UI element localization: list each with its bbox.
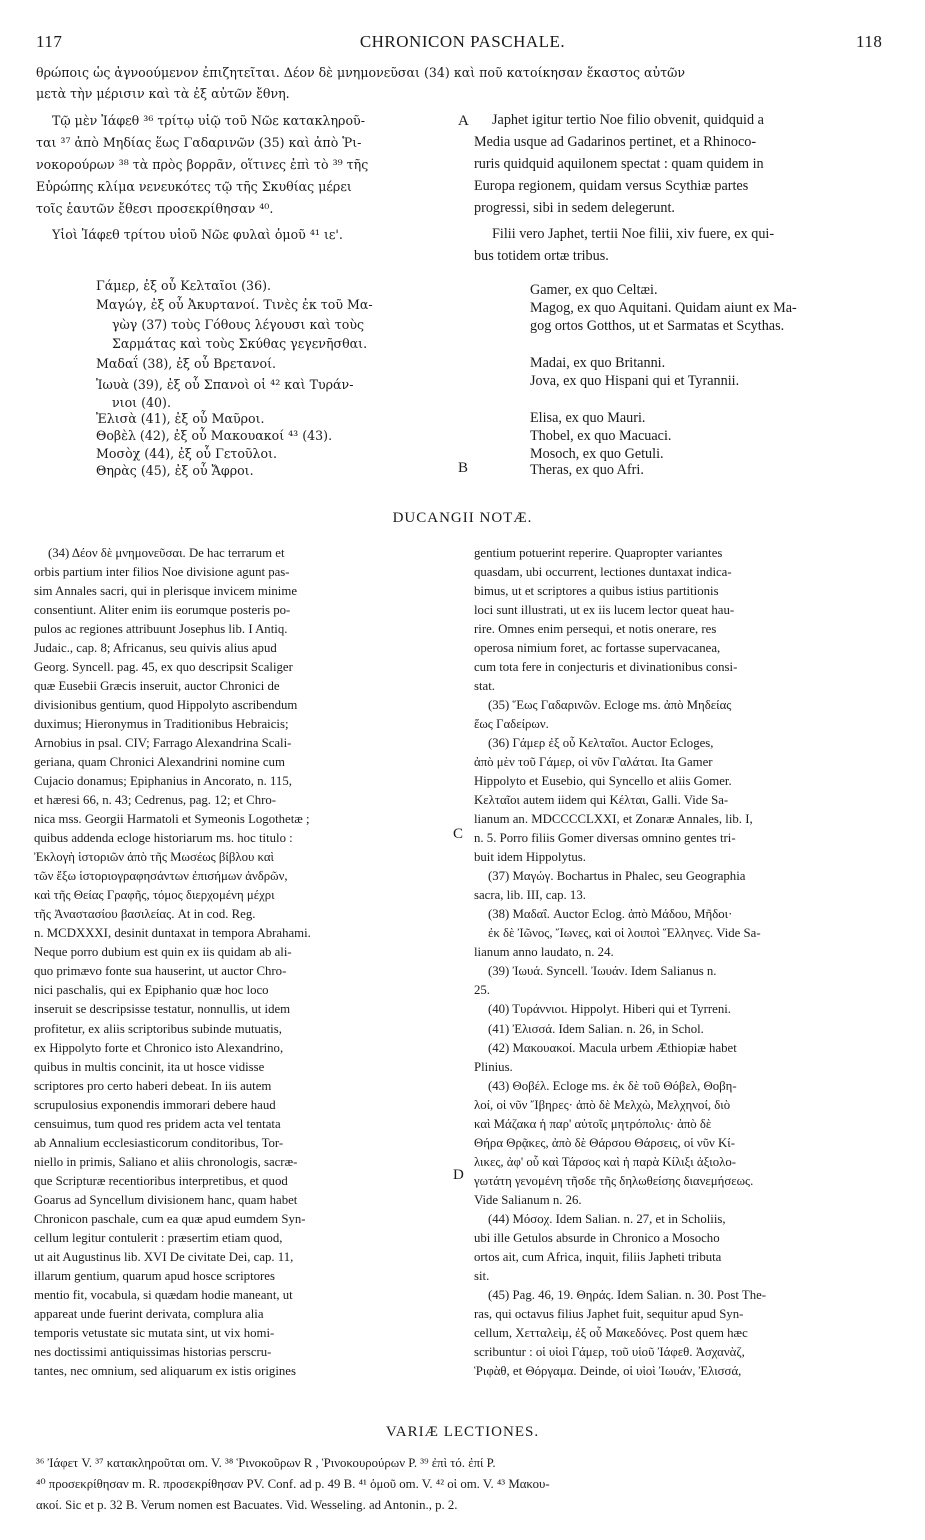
text-line: Judaic., cap. 8; Africanus, seu quivis alius apud bbox=[34, 641, 277, 656]
text-line: loci sunt illustrati, ut ex iis lucem lector queat hau- bbox=[474, 603, 735, 618]
list-item: γὼγ (37) τοὺς Γόθους λέγουσι καὶ τοὺς bbox=[112, 317, 365, 332]
text-line: νοκορούρων ³⁸ τὰ πρὸς βορρᾶν, οἵτινες ἐπὶ τὸ ³⁹ τῆς bbox=[36, 157, 369, 172]
text-line: καὶ Μάζακα ἡ παρ' αὐτοῖς μητρόπολις· ἀπὸ δὲ bbox=[474, 1116, 712, 1131]
text-line: divisionibus gentium, quod Hippolyto ascribendum bbox=[34, 698, 298, 713]
text-line: Plinius. bbox=[474, 1059, 513, 1074]
list-item: Ἐλισὰ (41), ἐξ οὗ Μαῦροι. bbox=[96, 411, 265, 426]
text-line: bus totidem ortæ tribus. bbox=[474, 248, 609, 264]
text-line: illarum gentium, quarum apud hosce scriptores bbox=[34, 1268, 275, 1283]
variae-section-title: VARIÆ LECTIONES. bbox=[385, 1424, 540, 1440]
text-line: Media usque ad Gadarinos pertinet, et a Rhinoco- bbox=[474, 134, 757, 150]
list-item: Θηρὰς (45), ἐξ οὗ Ἄφροι. bbox=[96, 463, 254, 478]
list-item: Elisa, ex quo Mauri. bbox=[530, 410, 646, 426]
text-line: nica mss. Georgii Harmatoli et Symeonis Logothetæ ; bbox=[34, 812, 310, 827]
list-item: Γάμερ, ἐξ οὗ Κελταῖοι (36). bbox=[96, 278, 272, 293]
text-line: (35) Ἕως Γαδαρινῶν. Ecloge ms. ἀπὸ Μηδείας bbox=[488, 698, 732, 713]
text-line: (34) Δέον δὲ μνημονεῦσαι. De hac terrarum et bbox=[48, 546, 285, 560]
text-line: Τῷ μὲν Ἰάφεθ ³⁶ τρίτῳ υἱῷ τοῦ Νῶε κατακληροῦ- bbox=[52, 113, 365, 128]
text-line: Georg. Syncell. pag. 45, ex quo descripsit Scaliger bbox=[34, 660, 293, 675]
page-number-left: 117 bbox=[36, 32, 63, 51]
text-line: ab Annalium ecclesiasticorum conditoribus, Tor- bbox=[34, 1135, 284, 1150]
text-line: ortos ait, cum Africa, inquit, filiis Japheti tributa bbox=[474, 1249, 722, 1264]
text-line: Japhet igitur tertio Noe filio obvenit, quidquid a bbox=[492, 112, 764, 128]
list-item: Jova, ex quo Hispani qui et Tyrannii. bbox=[530, 373, 740, 389]
text-line: γωτάτη γενομένη τῆσδε τῆς δηλωθείσης διανεμήσεως. bbox=[474, 1173, 754, 1188]
text-line: Neque porro dubium est quin ex iis quidam ab ali- bbox=[34, 945, 292, 960]
text-line: lianum anno laudato, n. 24. bbox=[474, 945, 614, 960]
text-line: ⁴⁰ προσεκρίθησαν m. R. προσεκρίθησαν PV. Conf. ad p. 49 B. ⁴¹ ὁμοῦ om. V. ⁴² οἱ om. V. ⁴³ Μακου- bbox=[36, 1477, 550, 1491]
running-title: CHRONICON PASCHALE. bbox=[359, 32, 566, 51]
text-line: θρώποις ὡς ἀγνοούμενον ἐπιζητεῖται. Δέον δὲ μνημονεῦσαι (34) καὶ ποῦ κατοίκησαν ἕκαστος αὐτῶν bbox=[36, 65, 686, 80]
text-line: quibus in multis concinit, ita ut hosce vidisse bbox=[34, 1059, 265, 1074]
text-line: ακοί. Sic et p. 32 B. Verum nomen est Bacuates. Vid. Wesseling. ad Antonin., p. 2. bbox=[36, 1498, 458, 1512]
text-line: Europa regionem, quidam versus Scythiæ partes bbox=[474, 178, 749, 194]
text-line: tantes, nec omnium, sed aliquarum ex istis origines bbox=[34, 1363, 296, 1378]
text-line: progressi, sibi in sedem delegerunt. bbox=[474, 200, 675, 216]
text-line: ³⁶ Ἰάφετ V. ³⁷ κατακληροῦται om. V. ³⁸ Ῥινοκοῦρων R , Ῥινοκουρούρων P. ³⁹ ἐπὶ τό. ἐπί P. bbox=[36, 1456, 496, 1470]
text-line: duximus; Hieronymus in Traditionibus Hebraicis; bbox=[34, 717, 289, 732]
text-line: sit. bbox=[474, 1268, 490, 1283]
text-line: Cujacio donamus; Epiphanius in Ancorato, n. 115, bbox=[34, 774, 292, 789]
list-item: Madai, ex quo Britanni. bbox=[530, 355, 666, 371]
text-line: nici paschalis, qui ex Epiphanio quæ hoc loco bbox=[34, 983, 269, 998]
text-line: que Scripturæ recentioribus interpretibus, et quod bbox=[34, 1173, 288, 1188]
text-line: pulos ac regiones attribuunt Josephus lib. I Antiq. bbox=[34, 622, 288, 637]
text-line: τοῖς ἑαυτῶν ἔθεσι προσεκρίθησαν ⁴⁰. bbox=[36, 201, 274, 216]
text-line: τῆς Ἀναστασίου βασιλείας. At in cod. Reg. bbox=[34, 907, 256, 922]
text-line: Arnobius in psal. CIV; Farrago Alexandrina Scali- bbox=[34, 736, 292, 751]
list-item: νιοι (40). bbox=[112, 395, 171, 410]
text-line: quibus addenda ecloge historiarum ms. hoc titulo : bbox=[34, 831, 293, 846]
text-line: profitetur, ex aliis scriptoribus subinde mutuatis, bbox=[34, 1021, 282, 1036]
list-item: Σαρμάτας καὶ τοὺς Σκύθας γεγενῆσθαι. bbox=[112, 336, 368, 351]
text-line: censuimus, tum quod res pridem acta vel tentata bbox=[34, 1116, 281, 1131]
text-line: μετὰ τὴν μέρισιν καὶ τὰ ἐξ αὐτῶν ἔθνη. bbox=[36, 86, 290, 101]
margin-marker-c: C bbox=[453, 826, 464, 842]
text-line: stat. bbox=[474, 679, 495, 694]
text-line: nes doctissimi antiquissimas historias perscru- bbox=[34, 1344, 272, 1359]
text-line: Goarus ad Syncellum divisionem hanc, quam habet bbox=[34, 1192, 298, 1207]
text-line: Θήρα Θρᾷκες, ἀπὸ δὲ Θάρσου Θάρσεις, οἱ νῦν Κί- bbox=[474, 1135, 735, 1150]
text-line: Κελταῖοι autem iidem qui Κέλται, Galli. Vide Sa- bbox=[474, 793, 729, 808]
text-line: niello in primis, Saliano et aliis chronologis, sacræ- bbox=[34, 1154, 298, 1169]
text-line: λοί, οἱ νῦν Ἴβηρες· ἀπὸ δὲ Μελχὼ, Μελχηνοί, διὸ bbox=[474, 1097, 731, 1112]
text-line: λικες, ἀφ' οὗ καὶ Τάρσος καὶ ἡ παρὰ Κίλιξι ἀξιολο- bbox=[474, 1154, 737, 1169]
text-line: buit idem Hippolytus. bbox=[474, 850, 586, 865]
text-line: Vide Salianum n. 26. bbox=[474, 1192, 582, 1207]
text-line: cellum, Χετταλεὶμ, ἐξ οὗ Μακεδόνες. Post quem hæc bbox=[474, 1325, 748, 1340]
text-line: ruris quidquid aquilonem spectat : quam quidem in bbox=[474, 156, 764, 172]
text-line: n. MCDXXXI, desinit duntaxat in tempora Abrahami. bbox=[34, 926, 311, 941]
text-line: (37) Μαγώγ. Bochartus in Phalec, seu Geographia bbox=[488, 869, 746, 884]
text-line: (42) Μακουακοί. Macula urbem Æthiopiæ habet bbox=[488, 1040, 737, 1055]
text-line: ras, qui octavus filius Japhet fuit, sequitur apud Syn- bbox=[474, 1306, 744, 1321]
text-line: Υἱοὶ Ἰάφεθ τρίτου υἱοῦ Νῶε φυλαὶ ὁμοῦ ⁴¹ ιε'. bbox=[52, 227, 343, 242]
text-line: (45) Pag. 46, 19. Θηράς. Idem Salian. n. 30. Post The- bbox=[488, 1287, 767, 1302]
text-line: quæ Eusebii Græcis inseruit, auctor Chronici de bbox=[34, 679, 280, 694]
list-item: Magog, ex quo Aquitani. Quidam aiunt ex Ma- bbox=[530, 300, 797, 316]
text-line: appareat unde fuerint derivata, complura alia bbox=[34, 1306, 264, 1321]
text-line: lianum an. MDCCCCLXXI, et Zonaræ Annales, lib. I, bbox=[474, 812, 753, 827]
text-line: inseruit se descripsisse testatur, nonnullis, ut idem bbox=[34, 1002, 291, 1017]
text-line: et hæresi 66, n. 43; Cedrenus, pag. 12; et Chro- bbox=[34, 793, 277, 808]
text-line: Εὐρώπης κλίμα νενευκότες τῷ τῆς Σκυθίας μέρει bbox=[36, 179, 352, 194]
text-line: rire. Omnes enim persequi, et notis onerare, res bbox=[474, 622, 717, 637]
text-line: mentio fit, vocabula, si quædam hodie maneant, ut bbox=[34, 1287, 293, 1302]
text-line: operosa nimium foret, ac fortasse supervacanea, bbox=[474, 641, 721, 656]
list-item: Thobel, ex quo Macuaci. bbox=[530, 428, 672, 444]
page-number-right: 118 bbox=[856, 32, 883, 51]
margin-marker-d: D bbox=[453, 1167, 464, 1183]
list-item: Θοβὲλ (42), ἐξ οὗ Μακουακοί ⁴³ (43). bbox=[96, 428, 333, 443]
text-line: (39) Ἰωυά. Syncell. Ἰωυάν. Idem Salianus n. bbox=[488, 964, 717, 979]
text-line: scrupulosius exponendis immorari debere haud bbox=[34, 1097, 276, 1112]
list-item: Mosoch, ex quo Getuli. bbox=[530, 446, 664, 462]
text-line: ex Hippolyto forte et Chronico isto Alexandrino, bbox=[34, 1040, 284, 1055]
text-line: (43) Θοβέλ. Ecloge ms. ἐκ δὲ τοῦ Θόβελ, Θοβη- bbox=[488, 1078, 737, 1093]
text-line: temporis vetustate sic mutata sint, ut vix homi- bbox=[34, 1325, 275, 1340]
text-line: (36) Γάμερ ἐξ οὗ Κελταῖοι. Auctor Ecloges, bbox=[488, 736, 714, 751]
text-line: n. 5. Porro filiis Gomer diversas omnino gentes tri- bbox=[474, 831, 736, 846]
text-line: gentium potuerint reperire. Quapropter variantes bbox=[474, 546, 723, 560]
text-line: scribuntur : οἱ υἱοὶ Γάμερ, τοῦ υἱοῦ Ἰάφεθ. Ἀσχανὰζ, bbox=[474, 1344, 745, 1359]
list-item: Μαδαΐ (38), ἐξ οὗ Βρετανοί. bbox=[96, 356, 277, 371]
text-line: ἕως Γαδείρων. bbox=[474, 717, 549, 732]
text-line: quasdam, ubi occurrent, lectiones duntaxat indica- bbox=[474, 565, 732, 580]
margin-marker-a: A bbox=[458, 113, 469, 129]
text-line: (41) Ἐλισσά. Idem Salian. n. 26, in Schol. bbox=[488, 1021, 704, 1036]
text-line: scriptores pro certo haberi debeat. In iis autem bbox=[34, 1078, 272, 1093]
text-line: Ἐκλογὴ ἱστοριῶν ἀπὸ τῆς Μωσέως βίβλου καὶ bbox=[34, 850, 275, 865]
text-line: consentiunt. Aliter enim iis eorumque posteris po- bbox=[34, 603, 291, 618]
text-line: sacra, lib. III, cap. 13. bbox=[474, 888, 586, 903]
text-line: Filii vero Japhet, tertii Noe filii, xiv fuere, ex qui- bbox=[492, 226, 775, 242]
text-line: cum tota fere in conjecturis et divinationibus consi- bbox=[474, 660, 738, 675]
text-line: ται ³⁷ ἀπὸ Μηδίας ἕως Γαδαρινῶν (35) καὶ ἀπὸ Ῥι- bbox=[36, 135, 362, 150]
text-line: ἀπὸ μὲν τοῦ Γάμερ, οἱ νῦν Γαλάται. Ita Gamer bbox=[474, 755, 713, 770]
text-line: καὶ τῆς Θείας Γραφῆς, τόμος διερχομένη μέχρι bbox=[34, 888, 275, 903]
text-line: ut ait Augustinus lib. XVI De civitate Dei, cap. 11, bbox=[34, 1249, 294, 1264]
text-line: cellum legitur contulerit : præsertim etiam quod, bbox=[34, 1230, 283, 1245]
list-item: Μαγώγ, ἐξ οὗ Ἀκυρτανοί. Τινὲς ἐκ τοῦ Μα- bbox=[96, 297, 373, 312]
notes-section-title: DUCANGII NOTÆ. bbox=[392, 510, 533, 526]
text-line: orbis partium inter filios Noe divisione agunt pas- bbox=[34, 565, 290, 580]
text-line: Ῥιφὰθ, et Θόργαμα. Deinde, οἱ υἱοὶ Ἰωυάν, Ἐλισσά, bbox=[474, 1363, 742, 1378]
text-line: bimus, ut et scriptores a quibus istius partitionis bbox=[474, 584, 719, 599]
text-line: (44) Μόσοχ. Idem Salian. n. 27, et in Scholiis, bbox=[488, 1211, 726, 1226]
text-line: (40) Τυράννιοι. Hippolyt. Hiberi qui et Tyrreni. bbox=[488, 1002, 732, 1017]
text-line: geriana, quam Chronici Alexandrini nomine cum bbox=[34, 755, 285, 770]
text-line: (38) Μαδαΐ. Auctor Eclog. ἀπὸ Μάδου, Μῆδοι· bbox=[488, 907, 733, 922]
list-item: Μοσὸχ (44), ἐξ οὗ Γετοῦλοι. bbox=[96, 446, 278, 461]
text-line: 25. bbox=[474, 983, 490, 998]
text-line: ἐκ δὲ Ἰῶνος, Ἴωνες, καὶ οἱ λοιποὶ Ἕλληνες. Vide Sa- bbox=[488, 926, 761, 941]
text-line: quo primævo fonte sua hauserint, ut auctor Chro- bbox=[34, 964, 287, 979]
text-line: Hippolyto et Eusebio, qui Syncello et aliis Gomer. bbox=[474, 774, 732, 789]
text-line: ubi ille Getulos absurde in Chronico a Mosocho bbox=[474, 1230, 720, 1245]
text-line: τῶν ἔξω ἱστοριογραφησάντων ἐπισήμων ἀνδρῶν, bbox=[34, 869, 288, 884]
text-line: Chronicon paschale, cum ea quæ apud eumdem Syn- bbox=[34, 1211, 306, 1226]
margin-marker-b: B bbox=[458, 460, 469, 476]
list-item: Gamer, ex quo Celtæi. bbox=[530, 282, 658, 298]
list-item: Ἰωυὰ (39), ἐξ οὗ Σπανοὶ οἱ ⁴² καὶ Τυράν- bbox=[96, 377, 354, 392]
list-item: Theras, ex quo Afri. bbox=[530, 462, 644, 478]
text-line: sim Annales sacri, qui in plerisque invicem minime bbox=[34, 584, 297, 599]
list-item: gog ortos Gotthos, ut et Sarmatas et Scythas. bbox=[530, 318, 785, 334]
